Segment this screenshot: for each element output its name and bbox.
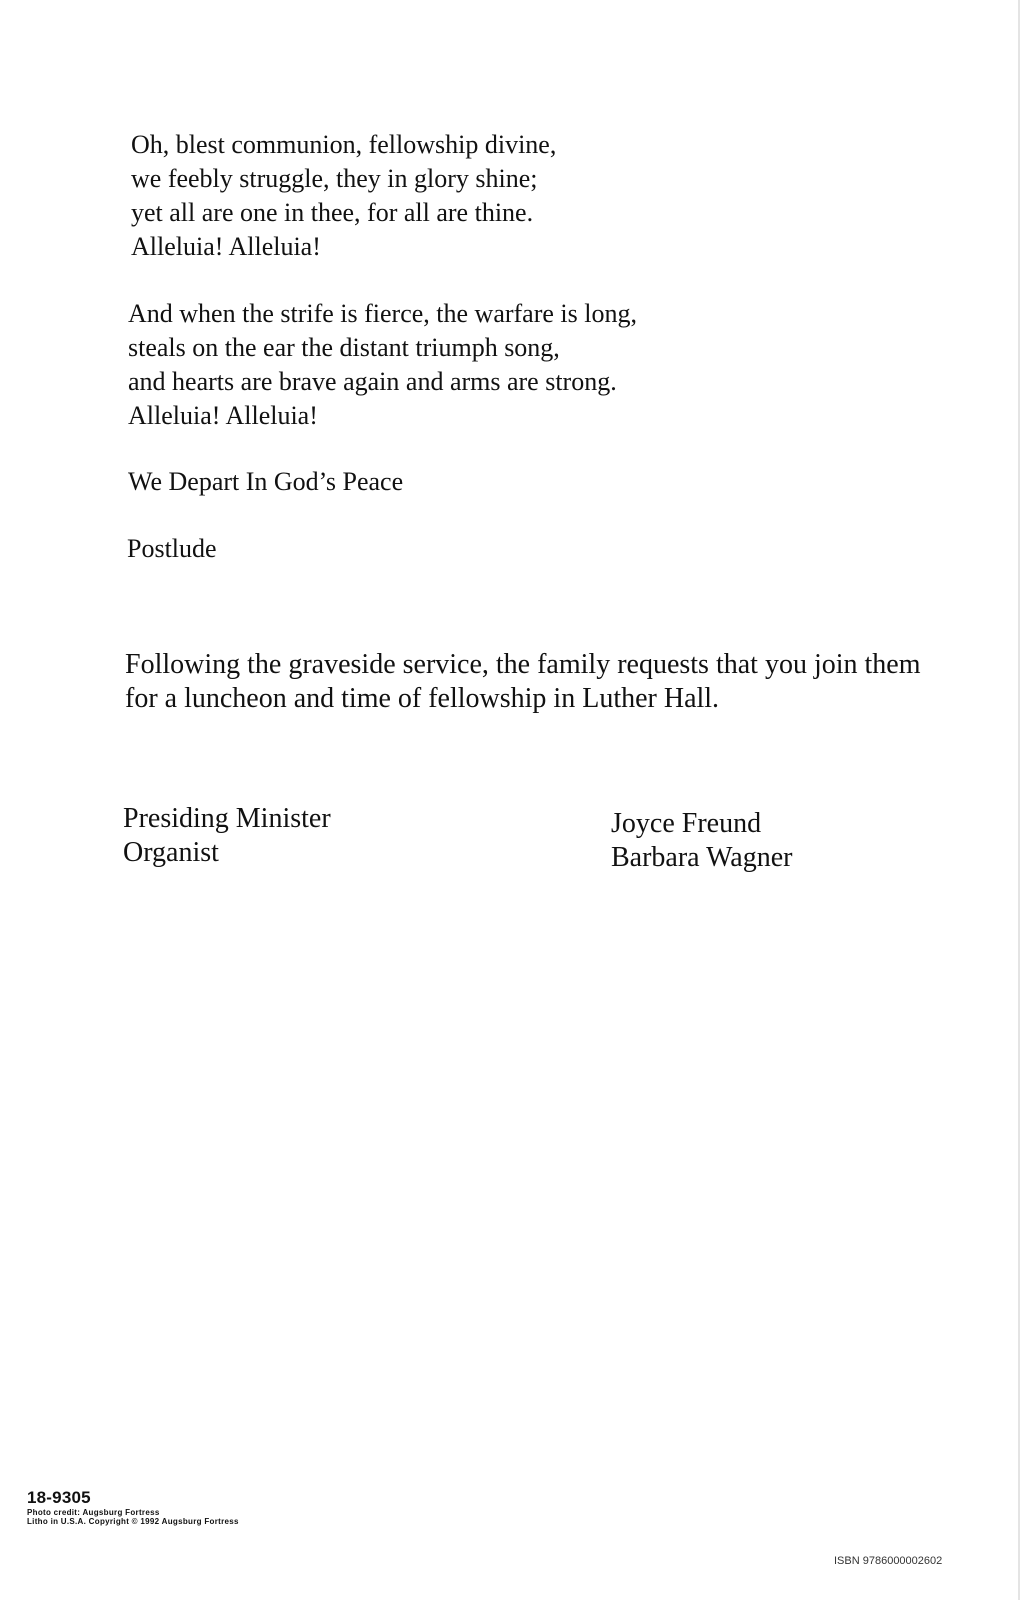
stanza-line: And when the strife is fierce, the warfare is long, — [128, 299, 637, 328]
stanza-line: and hearts are brave again and arms are strong. — [128, 367, 617, 396]
stanza-line: Alleluia! Alleluia! — [128, 401, 318, 430]
announcement-line: for a luncheon and time of fellowship in Luther Hall. — [125, 683, 720, 714]
depart-heading: We Depart In God’s Peace — [128, 467, 404, 496]
postlude-heading: Postlude — [127, 534, 217, 563]
role-labels — [123, 802, 331, 870]
announcement-line: Following the graveside service, the family requests that you join them — [125, 649, 921, 680]
luncheon-announcement — [125, 648, 965, 716]
role-names — [611, 807, 792, 875]
stanza-line: Oh, blest communion, fellowship divine, — [131, 130, 557, 159]
catalog-number: 18-9305 — [27, 1488, 91, 1507]
publisher-footer — [27, 1488, 239, 1526]
hymn-stanza-1 — [131, 128, 556, 264]
isbn-number: ISBN 9786000002602 — [834, 1555, 943, 1567]
stanza-line: yet all are one in thee, for all are thine. — [131, 198, 534, 227]
role-label-presiding-minister: Presiding Minister — [123, 803, 331, 834]
role-name-minister: Joyce Freund — [611, 808, 762, 839]
page-edge-shadow — [1018, 0, 1020, 1600]
stanza-line: steals on the ear the distant triumph song, — [128, 333, 560, 362]
hymn-stanza-2 — [128, 297, 637, 433]
role-label-organist: Organist — [123, 837, 219, 868]
role-name-organist: Barbara Wagner — [611, 842, 793, 873]
photo-credit: Photo credit: Augsburg Fortress — [27, 1508, 160, 1517]
stanza-line: Alleluia! Alleluia! — [131, 232, 321, 261]
stanza-line: we feebly struggle, they in glory shine; — [131, 164, 538, 193]
copyright-line: Litho in U.S.A. Copyright © 1992 Augsburg Fortress — [27, 1517, 239, 1526]
